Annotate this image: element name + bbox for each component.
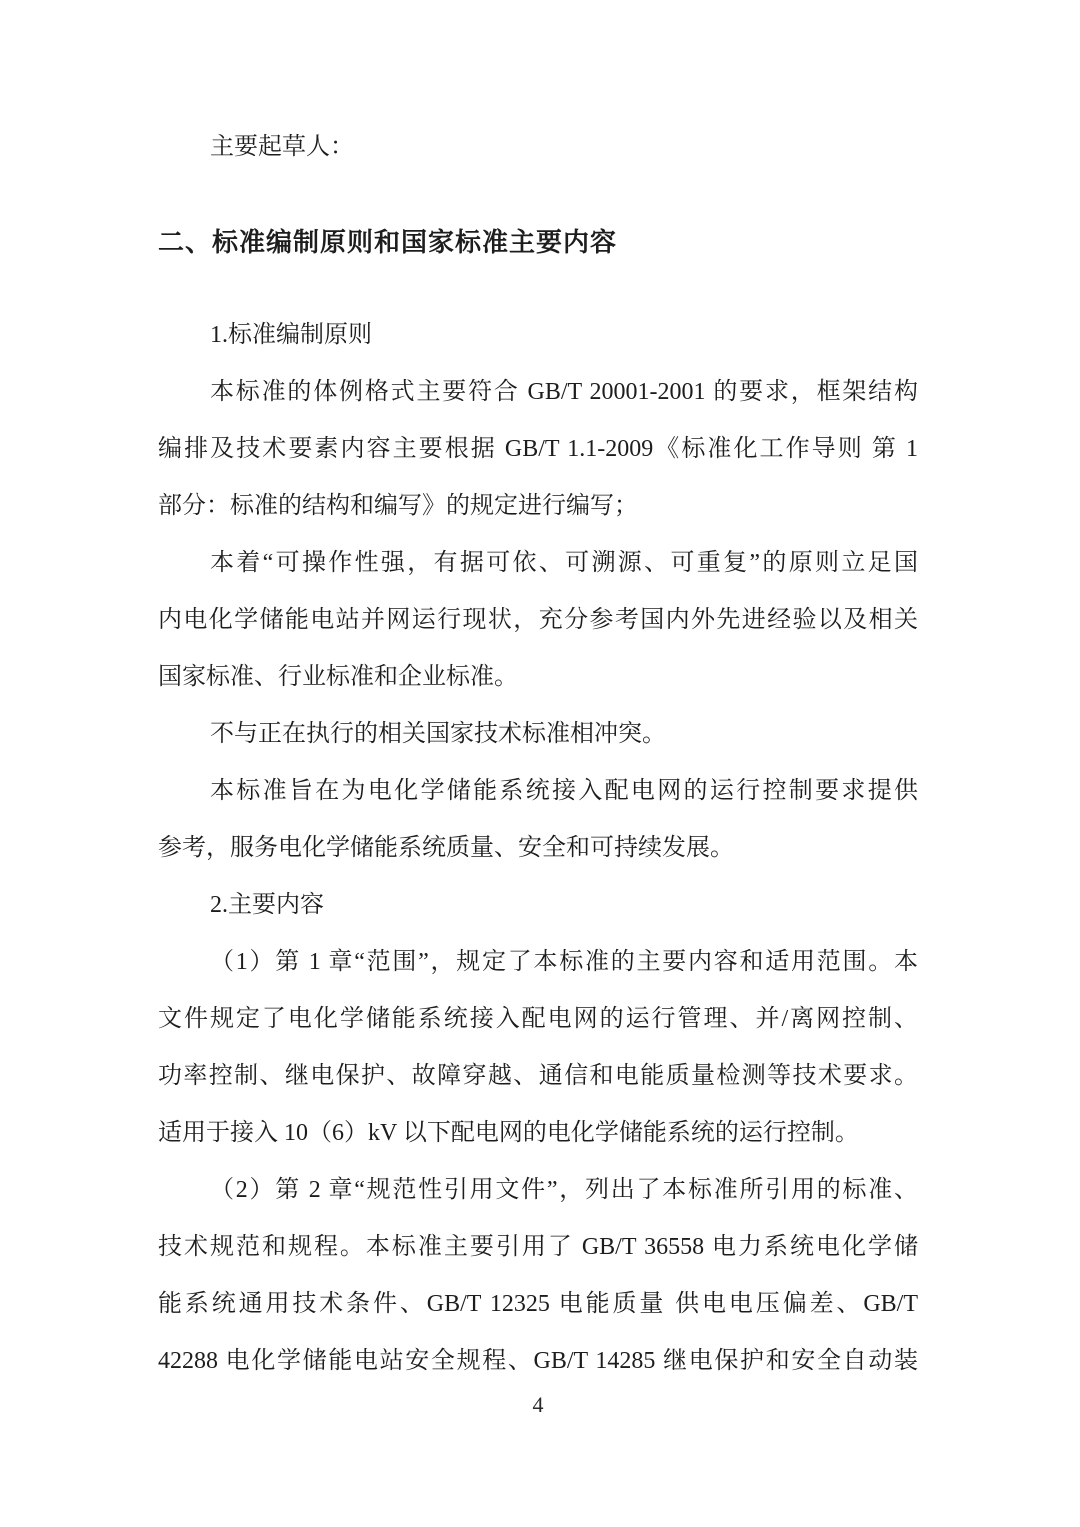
body-line: 文件规定了电化学储能系统接入配电网的运行管理、并/离网控制、 xyxy=(158,1006,918,1032)
body-line: 本着“可操作性强，有据可依、可溯源、可重复”的原则立足国 xyxy=(210,550,918,576)
drafters-label: 主要起草人： xyxy=(210,134,354,160)
body-line: 技术规范和规程。本标准主要引用了 GB/T 36558 电力系统电化学储 xyxy=(158,1234,918,1260)
body-line: （1）第 1 章“范围”，规定了本标准的主要内容和适用范围。本 xyxy=(210,949,918,975)
body-line: 本标准的体例格式主要符合 GB/T 20001-2001 的要求，框架结构 xyxy=(210,379,918,405)
body-line: 编排及技术要素内容主要根据 GB/T 1.1-2009《标准化工作导则 第 1 xyxy=(158,436,918,462)
body-line: 国家标准、行业标准和企业标准。 xyxy=(158,664,518,690)
page-number: 4 xyxy=(532,1392,544,1417)
body-line: 不与正在执行的相关国家技术标准相冲突。 xyxy=(210,721,666,747)
subsection-2-title: 2.主要内容 xyxy=(210,892,324,918)
body-line: （2）第 2 章“规范性引用文件”，列出了本标准所引用的标准、 xyxy=(210,1177,918,1203)
subsection-1-title: 1.标准编制原则 xyxy=(210,322,372,348)
body-line: 适用于接入 10（6）kV 以下配电网的电化学储能系统的运行控制。 xyxy=(158,1120,859,1146)
body-line: 参考，服务电化学储能系统质量、安全和可持续发展。 xyxy=(158,835,734,861)
body-line: 功率控制、继电保护、故障穿越、通信和电能质量检测等技术要求。 xyxy=(158,1063,918,1089)
body-line: 42288 电化学储能电站安全规程、GB/T 14285 继电保护和安全自动装 xyxy=(158,1348,918,1374)
body-line: 内电化学储能电站并网运行现状，充分参考国内外先进经验以及相关 xyxy=(158,607,918,633)
body-line: 本标准旨在为电化学储能系统接入配电网的运行控制要求提供 xyxy=(210,778,918,804)
body-line: 部分：标准的结构和编写》的规定进行编写； xyxy=(158,493,638,519)
body-line: 能系统通用技术条件、GB/T 12325 电能质量 供电电压偏差、GB/T xyxy=(158,1291,918,1317)
section-heading: 二、标准编制原则和国家标准主要内容 xyxy=(158,227,618,257)
document-body xyxy=(158,119,918,1390)
